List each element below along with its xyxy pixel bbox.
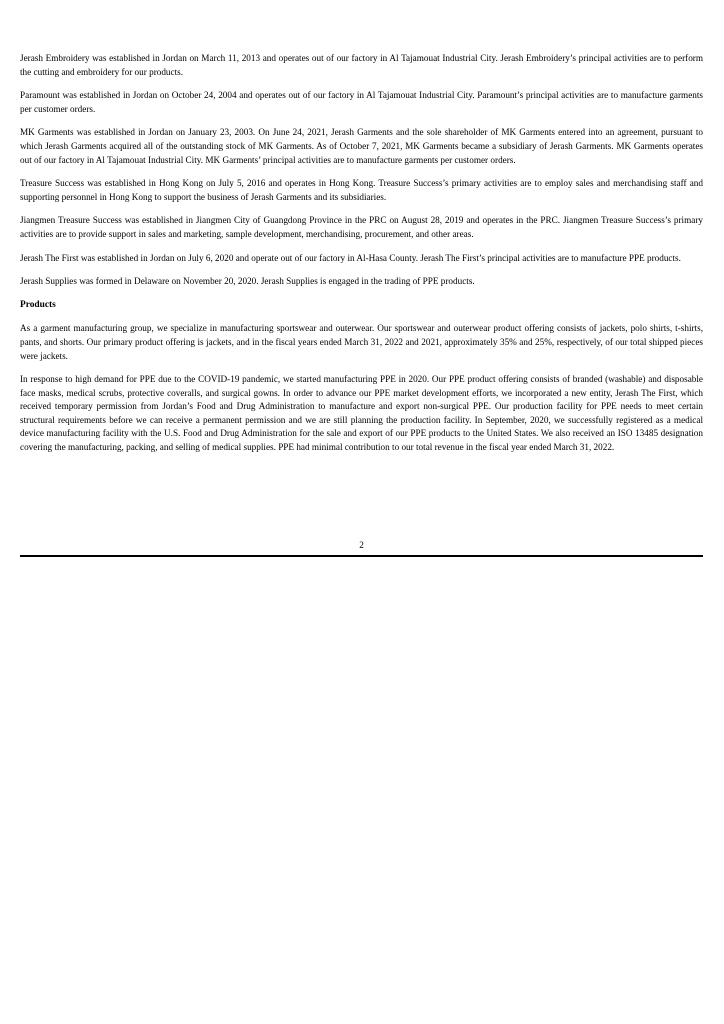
paragraph-jiangmen-treasure-success: Jiangmen Treasure Success was established in Jiangmen City of Guangdong Province in the PRC on August 28, 2019 and operates in the PRC. Jiangmen Treasure Success’s primary activities are to provide support in sales and marketing, sample development, merchandising, procurement, and other areas. xyxy=(20,215,703,239)
paragraph-jerash-embroidery: Jerash Embroidery was established in Jordan on March 11, 2013 and operates out of our factory in Al Tajamouat Industrial City. Jerash Embroidery’s principal activities are to perform the cutting and embroidery for our products. xyxy=(20,53,703,77)
paragraph-treasure-success: Treasure Success was established in Hong Kong on July 5, 2016 and operates in Hong Kong. Treasure Success’s primary activities are to employ sales and merchandising staff and supporting personnel in Hong Kong to support the business of Jerash Garments and its subsidiaries. xyxy=(20,178,703,202)
paragraph-products-sportswear: As a garment manufacturing group, we specialize in manufacturing sportswear and outerwear. Our sportswear and outerwear product offering consists of jackets, polo shirts, t-shirts, pants, and shorts. Our primary product offering is jackets, and in the fiscal years ended March 31, 2022 and 2021, approximately 35% and 25%, respectively, of our total shipped pieces were jackets. xyxy=(20,323,703,361)
page-footer xyxy=(20,538,703,557)
paragraph-jerash-supplies: Jerash Supplies was formed in Delaware on November 20, 2020. Jerash Supplies is engaged in the trading of PPE products. xyxy=(20,276,475,287)
paragraph-jerash-the-first: Jerash The First was established in Jordan on July 6, 2020 and operate out of our factory in Al-Hasa County. Jerash The First’s principal activities are to manufacture PPE products. xyxy=(20,252,681,263)
section-heading-products: Products xyxy=(20,299,56,310)
paragraph-paramount: Paramount was established in Jordan on October 24, 2004 and operates out of our factory in Al Tajamouat Industrial City. Paramount’s principal activities are to manufacture garments per customer orders. xyxy=(20,90,703,114)
footer-divider xyxy=(20,555,703,557)
page-number: 2 xyxy=(359,540,364,550)
document-body xyxy=(20,52,703,465)
paragraph-mk-garments: MK Garments was established in Jordan on January 23, 2003. On June 24, 2021, Jerash Garments and the sole shareholder of MK Garments entered into an agreement, pursuant to which Jerash Garments acquired all of the outstanding stock of MK Garments. As of October 7, 2021, MK Garments became a subsidiary of Jerash Garments. MK Garments operates out of our factory in Al Tajamouat Industrial City. MK Garments’ principal activities are to manufacture garments per customer orders. xyxy=(20,127,703,165)
paragraph-products-ppe: In response to high demand for PPE due to the COVID-19 pandemic, we started manufacturing PPE in 2020. Our PPE product offering consists of branded (washable) and disposable face masks, medical scrubs, protective coveralls, and surgical gowns. In order to advance our PPE market development efforts, we incorporated a new entity, Jerash The First, which received temporary permission from Jordan’s Food and Drug Administration to manufacture and export non-surgical PPE. Our production facility for PPE needs to meet certain structural requirements before we can receive a permanent permission and we are still planning the production facility. In September, 2020, we successfully registered as a medical device manufacturing facility with the U.S. Food and Drug Administration for the sale and export of our PPE products to the United States. We also received an ISO 13485 designation covering the manufacturing, packing, and selling of medical supplies. PPE had minimal contribution to our total revenue in the fiscal year ended March 31, 2022. xyxy=(20,374,703,453)
